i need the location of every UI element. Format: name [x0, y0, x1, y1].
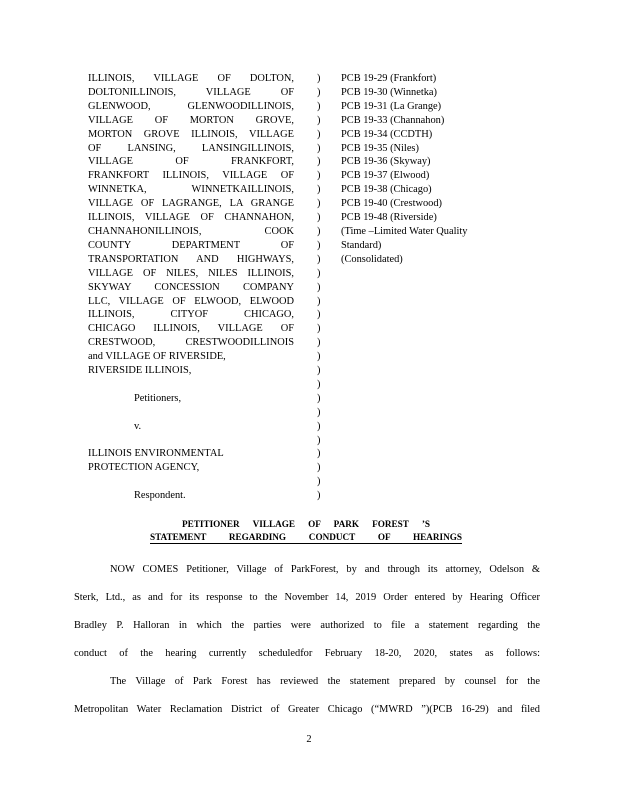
body-line: The Village of Park Forest has reviewed the statement prepared by counsel for the	[110, 675, 540, 687]
caption-parenthesis: )	[317, 156, 321, 168]
body-line: NOW COMES Petitioner, Village of ParkForest, by and through its attorney, Odelson &	[110, 564, 540, 575]
caption-party-line: MORTON GROVE ILLINOIS, VILLAGE	[88, 128, 294, 140]
paragraph-2	[74, 668, 540, 724]
caption-case-numbers	[341, 72, 491, 267]
caption-parenthesis: )	[317, 490, 321, 502]
case-number-line: PCB 19-35 (Niles)	[341, 142, 419, 154]
caption-party-line: ILLINOIS, VILLAGE OF DOLTON,	[88, 73, 294, 84]
caption-parenthesis: )	[317, 448, 321, 460]
body-line: Sterk, Ltd., as and for its response to the November 14, 2019 Order entered by Hearing Officer	[74, 591, 540, 603]
case-number-line: PCB 19-38 (Chicago)	[341, 184, 432, 196]
body-text	[74, 556, 540, 723]
paragraph-1	[74, 556, 540, 668]
caption-party-line: ILLINOIS, CITYOF CHICAGO,	[88, 309, 294, 321]
caption-parenthesis: )	[317, 253, 321, 265]
caption-parenthesis: )	[317, 170, 321, 182]
case-number-line: PCB 19-34 (CCDTH)	[341, 128, 433, 140]
caption-parenthesis: )	[317, 309, 321, 321]
caption-parenthesis: )	[317, 142, 321, 154]
versus-label: v.	[134, 420, 142, 432]
case-number-line: PCB 19-40 (Crestwood)	[341, 198, 443, 210]
body-line: Bradley P. Halloran in which the parties were authorized to file a statement regarding the	[74, 619, 540, 631]
caption-parenthesis-column	[317, 72, 325, 503]
page-number: 2	[306, 734, 312, 745]
caption-party-line: and VILLAGE OF RIVERSIDE,	[88, 351, 226, 363]
caption-parenthesis: )	[317, 323, 321, 335]
caption-party-line: RIVERSIDE ILLINOIS,	[88, 365, 192, 377]
caption-party-line: VILLAGE OF NILES, NILES ILLINOIS,	[88, 267, 294, 279]
caption-party-line: VILLAGE OF LAGRANGE, LA GRANGE	[88, 198, 294, 210]
caption-parenthesis: )	[317, 212, 321, 224]
respondent-name-line: ILLINOIS ENVIRONMENTAL	[88, 448, 224, 460]
caption-party-line: ILLINOIS, VILLAGE OF CHANNAHON,	[88, 212, 294, 224]
respondent-name-line: PROTECTION AGENCY,	[88, 462, 200, 474]
case-number-line: PCB 19-37 (Elwood)	[341, 170, 430, 182]
caption-parenthesis: )	[317, 420, 321, 432]
caption-party-line: SKYWAY CONCESSION COMPANY	[88, 281, 294, 293]
caption-parenthesis: )	[317, 392, 321, 404]
caption-party-line: CHANNAHONILLINOIS, COOK	[88, 225, 294, 237]
caption-parties	[88, 72, 294, 503]
respondent-label: Respondent.	[134, 490, 186, 502]
caption-parenthesis: )	[317, 73, 321, 84]
caption-parenthesis: )	[317, 100, 321, 112]
caption-party-line: WINNETKA, WINNETKAILLINOIS,	[88, 184, 294, 196]
title-line-1: PETITIONER VILLAGE OF PARK FOREST ’S	[182, 519, 430, 529]
caption-parenthesis: )	[317, 462, 321, 474]
caption-parenthesis: )	[317, 184, 321, 196]
caption-party-line: CRESTWOOD, CRESTWOODILLINOIS	[88, 337, 294, 349]
caption-party-line: DOLTONILLINOIS, VILLAGE OF	[88, 86, 294, 98]
caption-party-line: CHICAGO ILLINOIS, VILLAGE OF	[88, 323, 294, 335]
case-number-line: PCB 19-36 (Skyway)	[341, 156, 431, 168]
consolidated-note: (Consolidated)	[341, 253, 403, 265]
caption-party-line: OF LANSING, LANSINGILLINOIS,	[88, 142, 294, 154]
caption-parenthesis: )	[317, 434, 321, 446]
caption-parenthesis: )	[317, 225, 321, 237]
body-line: Metropolitan Water Reclamation District of Greater Chicago (“MWRD ”)(PCB 16-29) and filed	[74, 703, 540, 715]
caption-parenthesis: )	[317, 86, 321, 98]
caption-parenthesis: )	[317, 239, 321, 251]
caption-parenthesis: )	[317, 128, 321, 140]
caption-parenthesis: )	[317, 351, 321, 363]
document-title	[150, 518, 462, 544]
caption-parenthesis: )	[317, 365, 321, 377]
caption-parenthesis: )	[317, 281, 321, 293]
case-number-line: PCB 19-30 (Winnetka)	[341, 86, 437, 98]
caption-parenthesis: )	[317, 198, 321, 210]
title-line-2: STATEMENT REGARDING CONDUCT OF HEARINGS	[150, 531, 462, 545]
caption-party-line: LLC, VILLAGE OF ELWOOD, ELWOOD	[88, 295, 294, 307]
body-line: conduct of the hearing currently scheduledfor February 18-20, 2020, states as follows:	[74, 647, 540, 659]
caption-parenthesis: )	[317, 378, 321, 390]
caption-party-line: GLENWOOD, GLENWOODILLINOIS,	[88, 100, 294, 112]
petitioners-label: Petitioners,	[134, 392, 182, 404]
caption-parenthesis: )	[317, 267, 321, 279]
case-number-line: PCB 19-33 (Channahon)	[341, 114, 445, 126]
caption-parenthesis: )	[317, 476, 321, 488]
case-number-line: PCB 19-48 (Riverside)	[341, 212, 437, 224]
caption-parenthesis: )	[317, 406, 321, 418]
case-note: (Time –Limited Water Quality Standard)	[341, 225, 468, 251]
caption-parenthesis: )	[317, 295, 321, 307]
caption-party-line: VILLAGE OF MORTON GROVE,	[88, 114, 294, 126]
caption-party-line: VILLAGE OF FRANKFORT,	[88, 156, 294, 168]
caption-parenthesis: )	[317, 337, 321, 349]
case-number-line: PCB 19-31 (La Grange)	[341, 100, 442, 112]
caption-parenthesis: )	[317, 114, 321, 126]
caption-party-line: TRANSPORTATION AND HIGHWAYS,	[88, 253, 294, 265]
caption-party-line: FRANKFORT ILLINOIS, VILLAGE OF	[88, 170, 294, 182]
caption-party-line: COUNTY DEPARTMENT OF	[88, 239, 294, 251]
case-number-line: PCB 19-29 (Frankfort)	[341, 73, 437, 84]
